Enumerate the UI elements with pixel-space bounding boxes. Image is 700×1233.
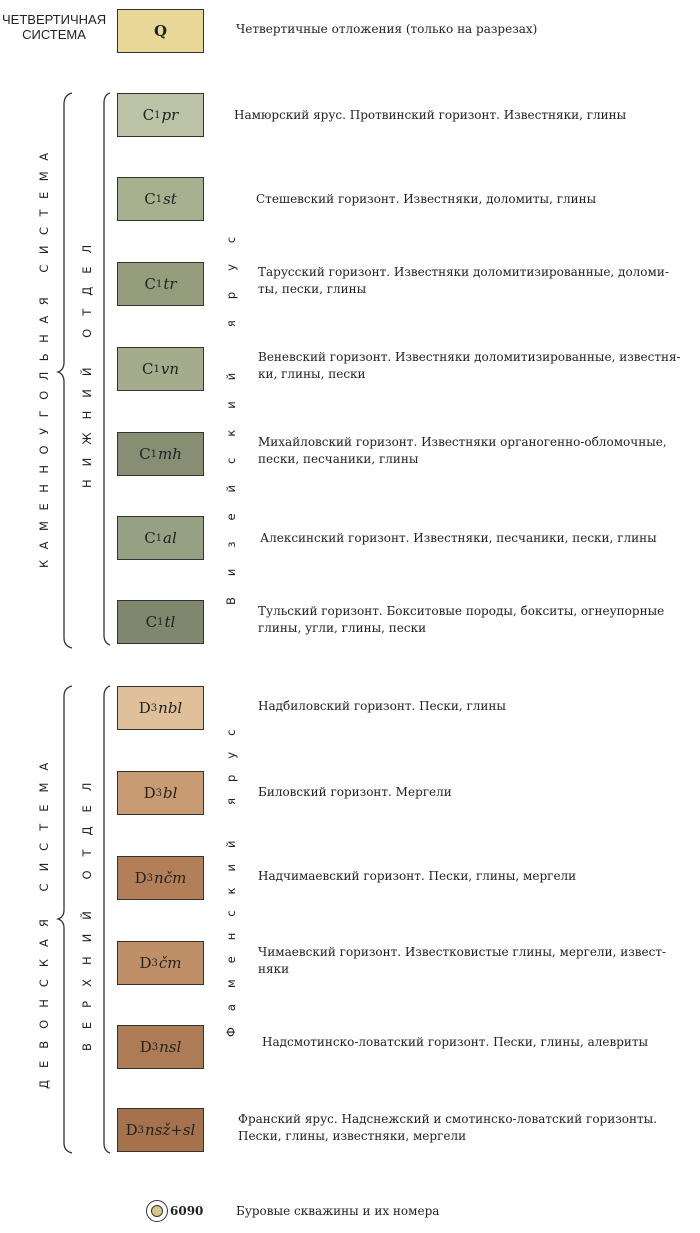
index-suffix: tl xyxy=(164,613,176,631)
carboniferous-system-label: КАМЕННОУГОЛЬНАЯ СИСТЕМА xyxy=(37,142,51,568)
carb-desc-6 xyxy=(258,603,664,637)
bracket-lower-series xyxy=(104,93,110,645)
index-suffix: bl xyxy=(163,784,178,802)
desc-line-2: няки xyxy=(258,962,290,976)
legend-desc-q: Четвертичные отложения (только на разрезах) xyxy=(236,22,538,36)
lower-series-label: НИЖНИЙ ОТДЕЛ xyxy=(80,231,94,489)
dev-desc-2 xyxy=(258,868,576,885)
index-base: C xyxy=(144,190,156,208)
index-base: C xyxy=(145,613,158,631)
index-base: D xyxy=(125,1121,138,1139)
desc-line-1: Стешевский горизонт. Известняки, доломиты, глины xyxy=(256,192,597,206)
index-suffix: mh xyxy=(157,445,182,463)
index-subscript: 1 xyxy=(155,278,163,290)
dev-desc-4 xyxy=(262,1034,648,1051)
index-subscript: 3 xyxy=(137,1124,145,1136)
visean-stage-label: Визейский ярус xyxy=(224,215,238,605)
desc-line-1: Чимаевский горизонт. Известковистые глины, мергели, извест- xyxy=(258,945,667,959)
legend-index-q: Q xyxy=(153,22,168,40)
bracket-devonian-system xyxy=(58,686,72,1153)
dev-box-3 xyxy=(117,941,204,985)
desc-line-1: Тульский горизонт. Бокситовые породы, бокситы, огнеупорные xyxy=(258,604,665,618)
index-suffix: nsl xyxy=(159,1038,182,1056)
desc-line-1: Михайловский горизонт. Известняки органогенно-обломочные, xyxy=(258,435,667,449)
index-base: D xyxy=(134,869,147,887)
index-base: D xyxy=(139,954,152,972)
index-base: D xyxy=(138,699,151,717)
borehole-description: Буровые скважины и их номера xyxy=(236,1204,440,1218)
quaternary-label-line2: СИСТЕМА xyxy=(22,27,86,42)
quaternary-label-line1: ЧЕТВЕРТИЧНАЯ xyxy=(2,12,107,27)
index-suffix: nsž+sl xyxy=(145,1121,196,1139)
desc-line-2: ки, глины, пески xyxy=(258,367,366,381)
bracket-upper-series xyxy=(104,686,110,1153)
index-suffix: st xyxy=(163,190,177,208)
index-suffix: vn xyxy=(160,360,179,378)
index-suffix: čm xyxy=(158,954,182,972)
index-base: C xyxy=(142,360,154,378)
index-base: C xyxy=(139,445,151,463)
index-base: C xyxy=(142,106,155,124)
carb-box-4 xyxy=(117,432,204,476)
dev-box-4 xyxy=(117,1025,204,1069)
desc-line-1: Веневский горизонт. Известняки доломитизированные, известня- xyxy=(258,350,681,364)
borehole-number: 6090 xyxy=(170,1204,204,1218)
dev-desc-1 xyxy=(258,784,452,801)
desc-line-1: Намюрский ярус. Протвинский горизонт. Известняки, глины xyxy=(234,108,627,122)
index-subscript: 3 xyxy=(151,957,158,969)
carb-desc-3 xyxy=(258,349,681,383)
desc-line-1: Биловский горизонт. Мергели xyxy=(258,785,452,799)
desc-line-1: Надчимаевский горизонт. Пески, глины, мергели xyxy=(258,869,577,883)
dev-desc-0 xyxy=(258,698,506,715)
index-base: D xyxy=(139,1038,152,1056)
borehole-icon xyxy=(146,1200,168,1222)
desc-line-1: Надбиловский горизонт. Пески, глины xyxy=(258,699,506,713)
carb-desc-2 xyxy=(258,264,669,298)
index-subscript: 1 xyxy=(157,616,164,628)
carb-desc-5 xyxy=(260,530,657,547)
desc-line-1: Алексинский горизонт. Известняки, песчаники, пески, глины xyxy=(260,531,657,545)
index-base: C xyxy=(144,275,156,293)
index-subscript: 1 xyxy=(155,193,163,205)
index-suffix: pr xyxy=(161,106,179,124)
dev-desc-5 xyxy=(238,1111,657,1145)
dev-desc-3 xyxy=(258,944,666,978)
famennian-stage-label: Фаменский ярус xyxy=(224,713,238,1037)
desc-line-2: ты, пески, глины xyxy=(258,282,367,296)
desc-line-2: пески, песчаники, глины xyxy=(258,452,419,466)
index-subscript: 3 xyxy=(151,1041,159,1053)
index-subscript: 1 xyxy=(154,109,161,121)
index-subscript: 1 xyxy=(155,532,163,544)
carb-box-1 xyxy=(117,177,204,221)
index-suffix: tr xyxy=(163,275,177,293)
desc-line-1: Тарусский горизонт. Известняки доломитизированные, доломи- xyxy=(258,265,669,279)
upper-series-label: ВЕРХНИЙ ОТДЕЛ xyxy=(80,768,94,1052)
carb-desc-4 xyxy=(258,434,667,468)
desc-line-2: Пески, глины, известняки, мергели xyxy=(238,1129,467,1143)
index-subscript: 3 xyxy=(146,872,154,884)
desc-line-2: глины, угли, глины, пески xyxy=(258,621,427,635)
desc-line-1: Франский ярус. Надснежский и смотинско-ловатский горизонты. xyxy=(238,1112,658,1126)
index-suffix: nčm xyxy=(154,869,187,887)
carb-box-5 xyxy=(117,516,204,560)
index-suffix: al xyxy=(163,529,177,547)
index-subscript: 1 xyxy=(150,448,157,460)
index-subscript: 1 xyxy=(153,363,160,375)
carb-desc-0 xyxy=(234,107,626,124)
index-subscript: 3 xyxy=(155,787,162,799)
index-subscript: 3 xyxy=(150,702,158,714)
carb-box-6 xyxy=(117,600,204,644)
index-base: D xyxy=(143,784,156,802)
carb-box-2 xyxy=(117,262,204,306)
dev-box-2 xyxy=(117,856,204,900)
index-suffix: nbl xyxy=(158,699,183,717)
index-base: C xyxy=(144,529,156,547)
devonian-system-label: ДЕВОНСКАЯ СИСТЕМА xyxy=(37,750,51,1090)
dev-box-5 xyxy=(117,1108,204,1152)
carb-box-3 xyxy=(117,347,204,391)
dev-box-1 xyxy=(117,771,204,815)
carb-desc-1 xyxy=(256,191,596,208)
dev-box-0 xyxy=(117,686,204,730)
desc-line-1: Надсмотинско-ловатский горизонт. Пески, глины, алевриты xyxy=(262,1035,649,1049)
carb-box-0 xyxy=(117,93,204,137)
bracket-carboniferous-system xyxy=(58,93,72,648)
